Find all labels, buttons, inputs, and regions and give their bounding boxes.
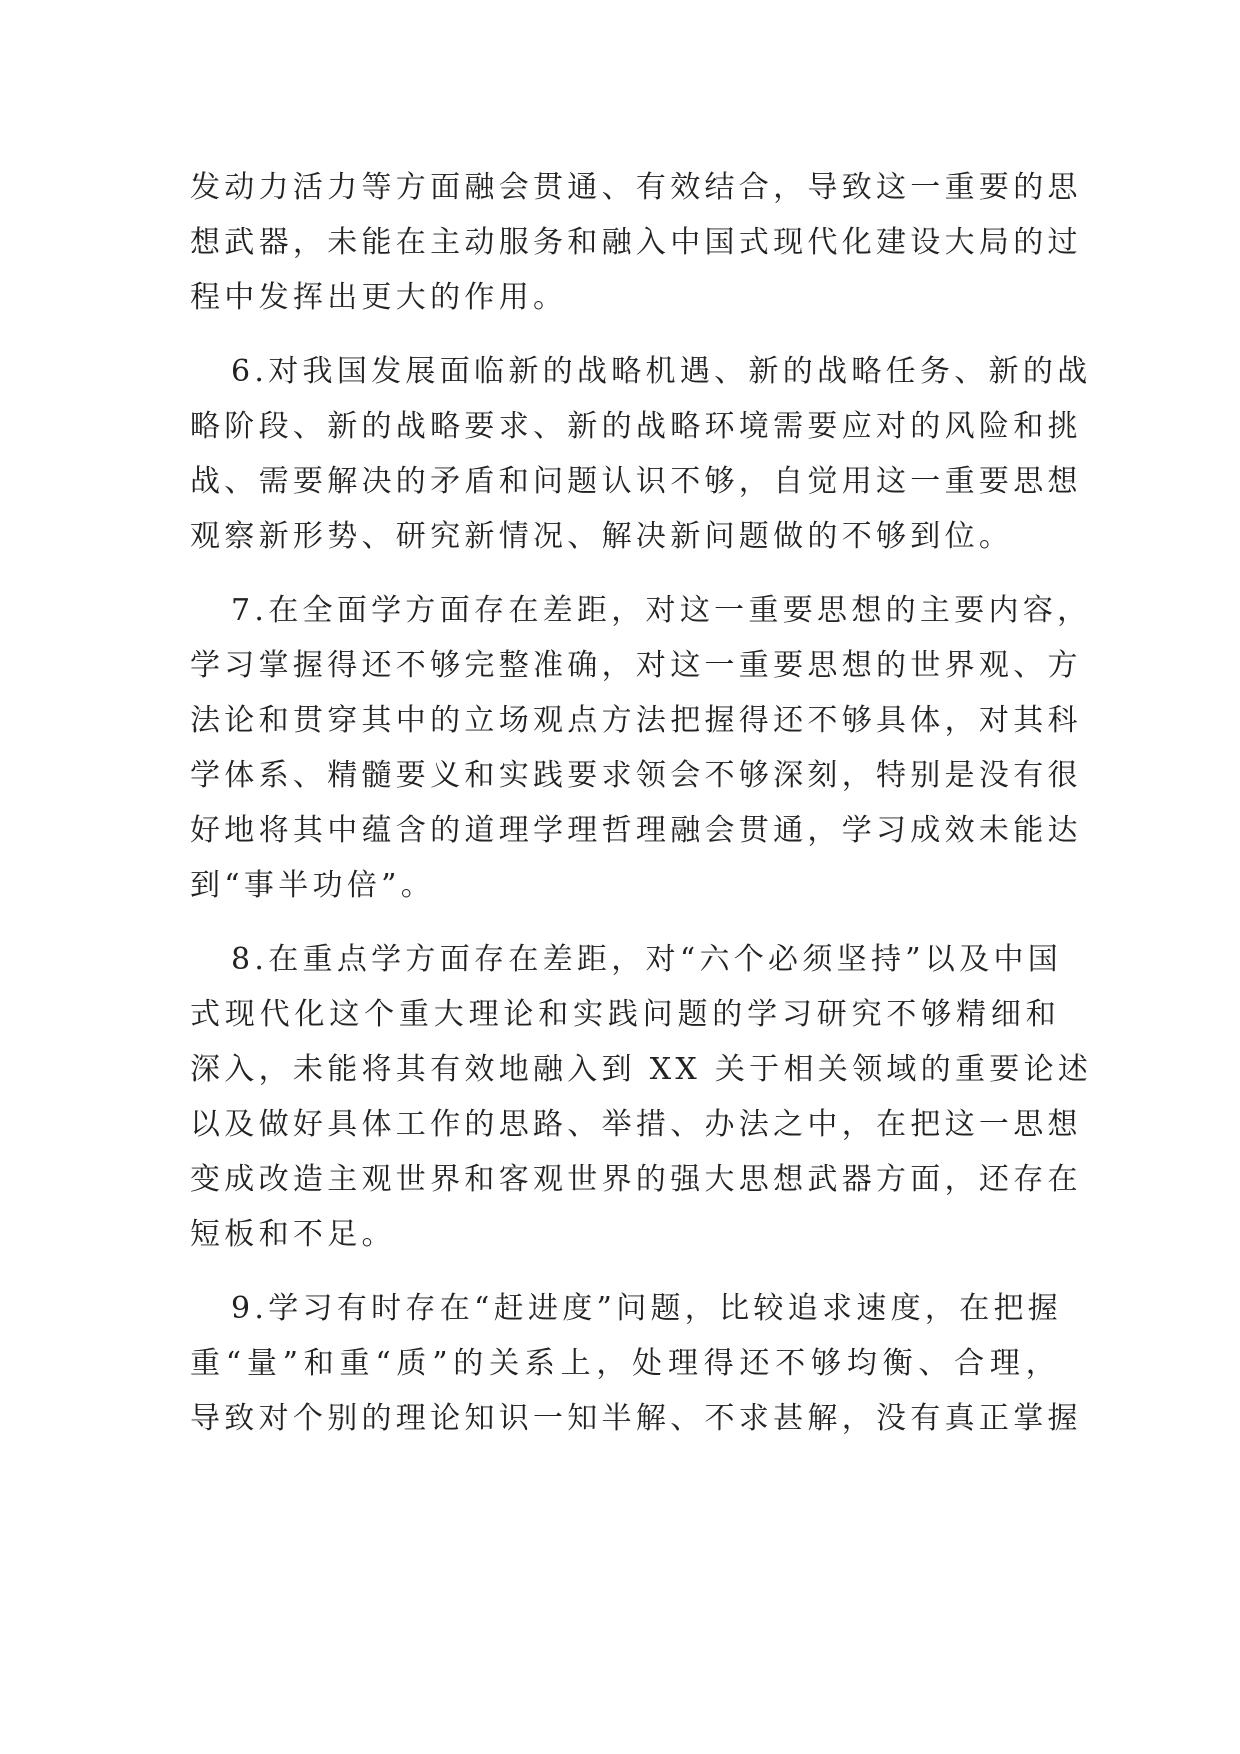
paragraph-item-7	[190, 583, 1092, 913]
text-line: 战、需要解决的矛盾和问题认识不够，自觉用这一重要思想	[190, 464, 1082, 499]
text-line: 变成改造主观世界和客观世界的强大思想武器方面，还存在	[190, 1162, 1082, 1197]
paragraph-item-6	[190, 344, 1092, 564]
paragraph-continuation	[190, 160, 1082, 325]
text-line: 导致对个别的理论知识一知半解、不求甚解，没有真正掌握	[190, 1401, 1082, 1436]
text-line: 想武器，未能在主动服务和融入中国式现代化建设大局的过	[190, 225, 1082, 260]
text-line: 发动力活力等方面融会贯通、有效结合，导致这一重要的思	[190, 170, 1082, 205]
paragraph-item-8	[190, 932, 1093, 1262]
text-line: 重“量”和重“质”的关系上，处理得还不够均衡、合理，	[190, 1346, 1060, 1381]
text-line: 7.在全面学方面存在差距，对这一重要思想的主要内容，	[231, 593, 1092, 628]
text-line: 9.学习有时存在“赶进度”问题，比较追求速度，在把握	[231, 1291, 1063, 1326]
text-line: 好地将其中蕴含的道理学理哲理融会贯通，学习成效未能达	[190, 813, 1082, 848]
text-line: 6.对我国发展面临新的战略机遇、新的战略任务、新的战	[231, 354, 1092, 389]
text-line: 程中发挥出更大的作用。	[190, 280, 568, 315]
text-line: 学习掌握得还不够完整准确，对这一重要思想的世界观、方	[190, 648, 1082, 683]
text-line: 8.在重点学方面存在差距，对“六个必须坚持”以及中国	[231, 942, 1063, 977]
text-line: 观察新形势、研究新情况、解决新问题做的不够到位。	[190, 519, 1014, 554]
text-line: 法论和贯穿其中的立场观点方法把握得还不够具体，对其科	[190, 703, 1082, 738]
text-line: 学体系、精髓要义和实践要求领会不够深刻，特别是没有很	[190, 758, 1082, 793]
text-line: 短板和不足。	[190, 1217, 396, 1252]
text-line: 以及做好具体工作的思路、举措、办法之中，在把这一思想	[190, 1107, 1082, 1142]
text-line: 到“事半功倍”。	[190, 868, 436, 903]
text-line: 式现代化这个重大理论和实践问题的学习研究不够精细和	[190, 997, 1060, 1032]
paragraph-item-9	[190, 1281, 1082, 1446]
document-body	[190, 160, 1093, 1465]
text-line: 深入，未能将其有效地融入到 XX 关于相关领域的重要论述	[190, 1052, 1093, 1087]
text-line: 略阶段、新的战略要求、新的战略环境需要应对的风险和挑	[190, 409, 1082, 444]
